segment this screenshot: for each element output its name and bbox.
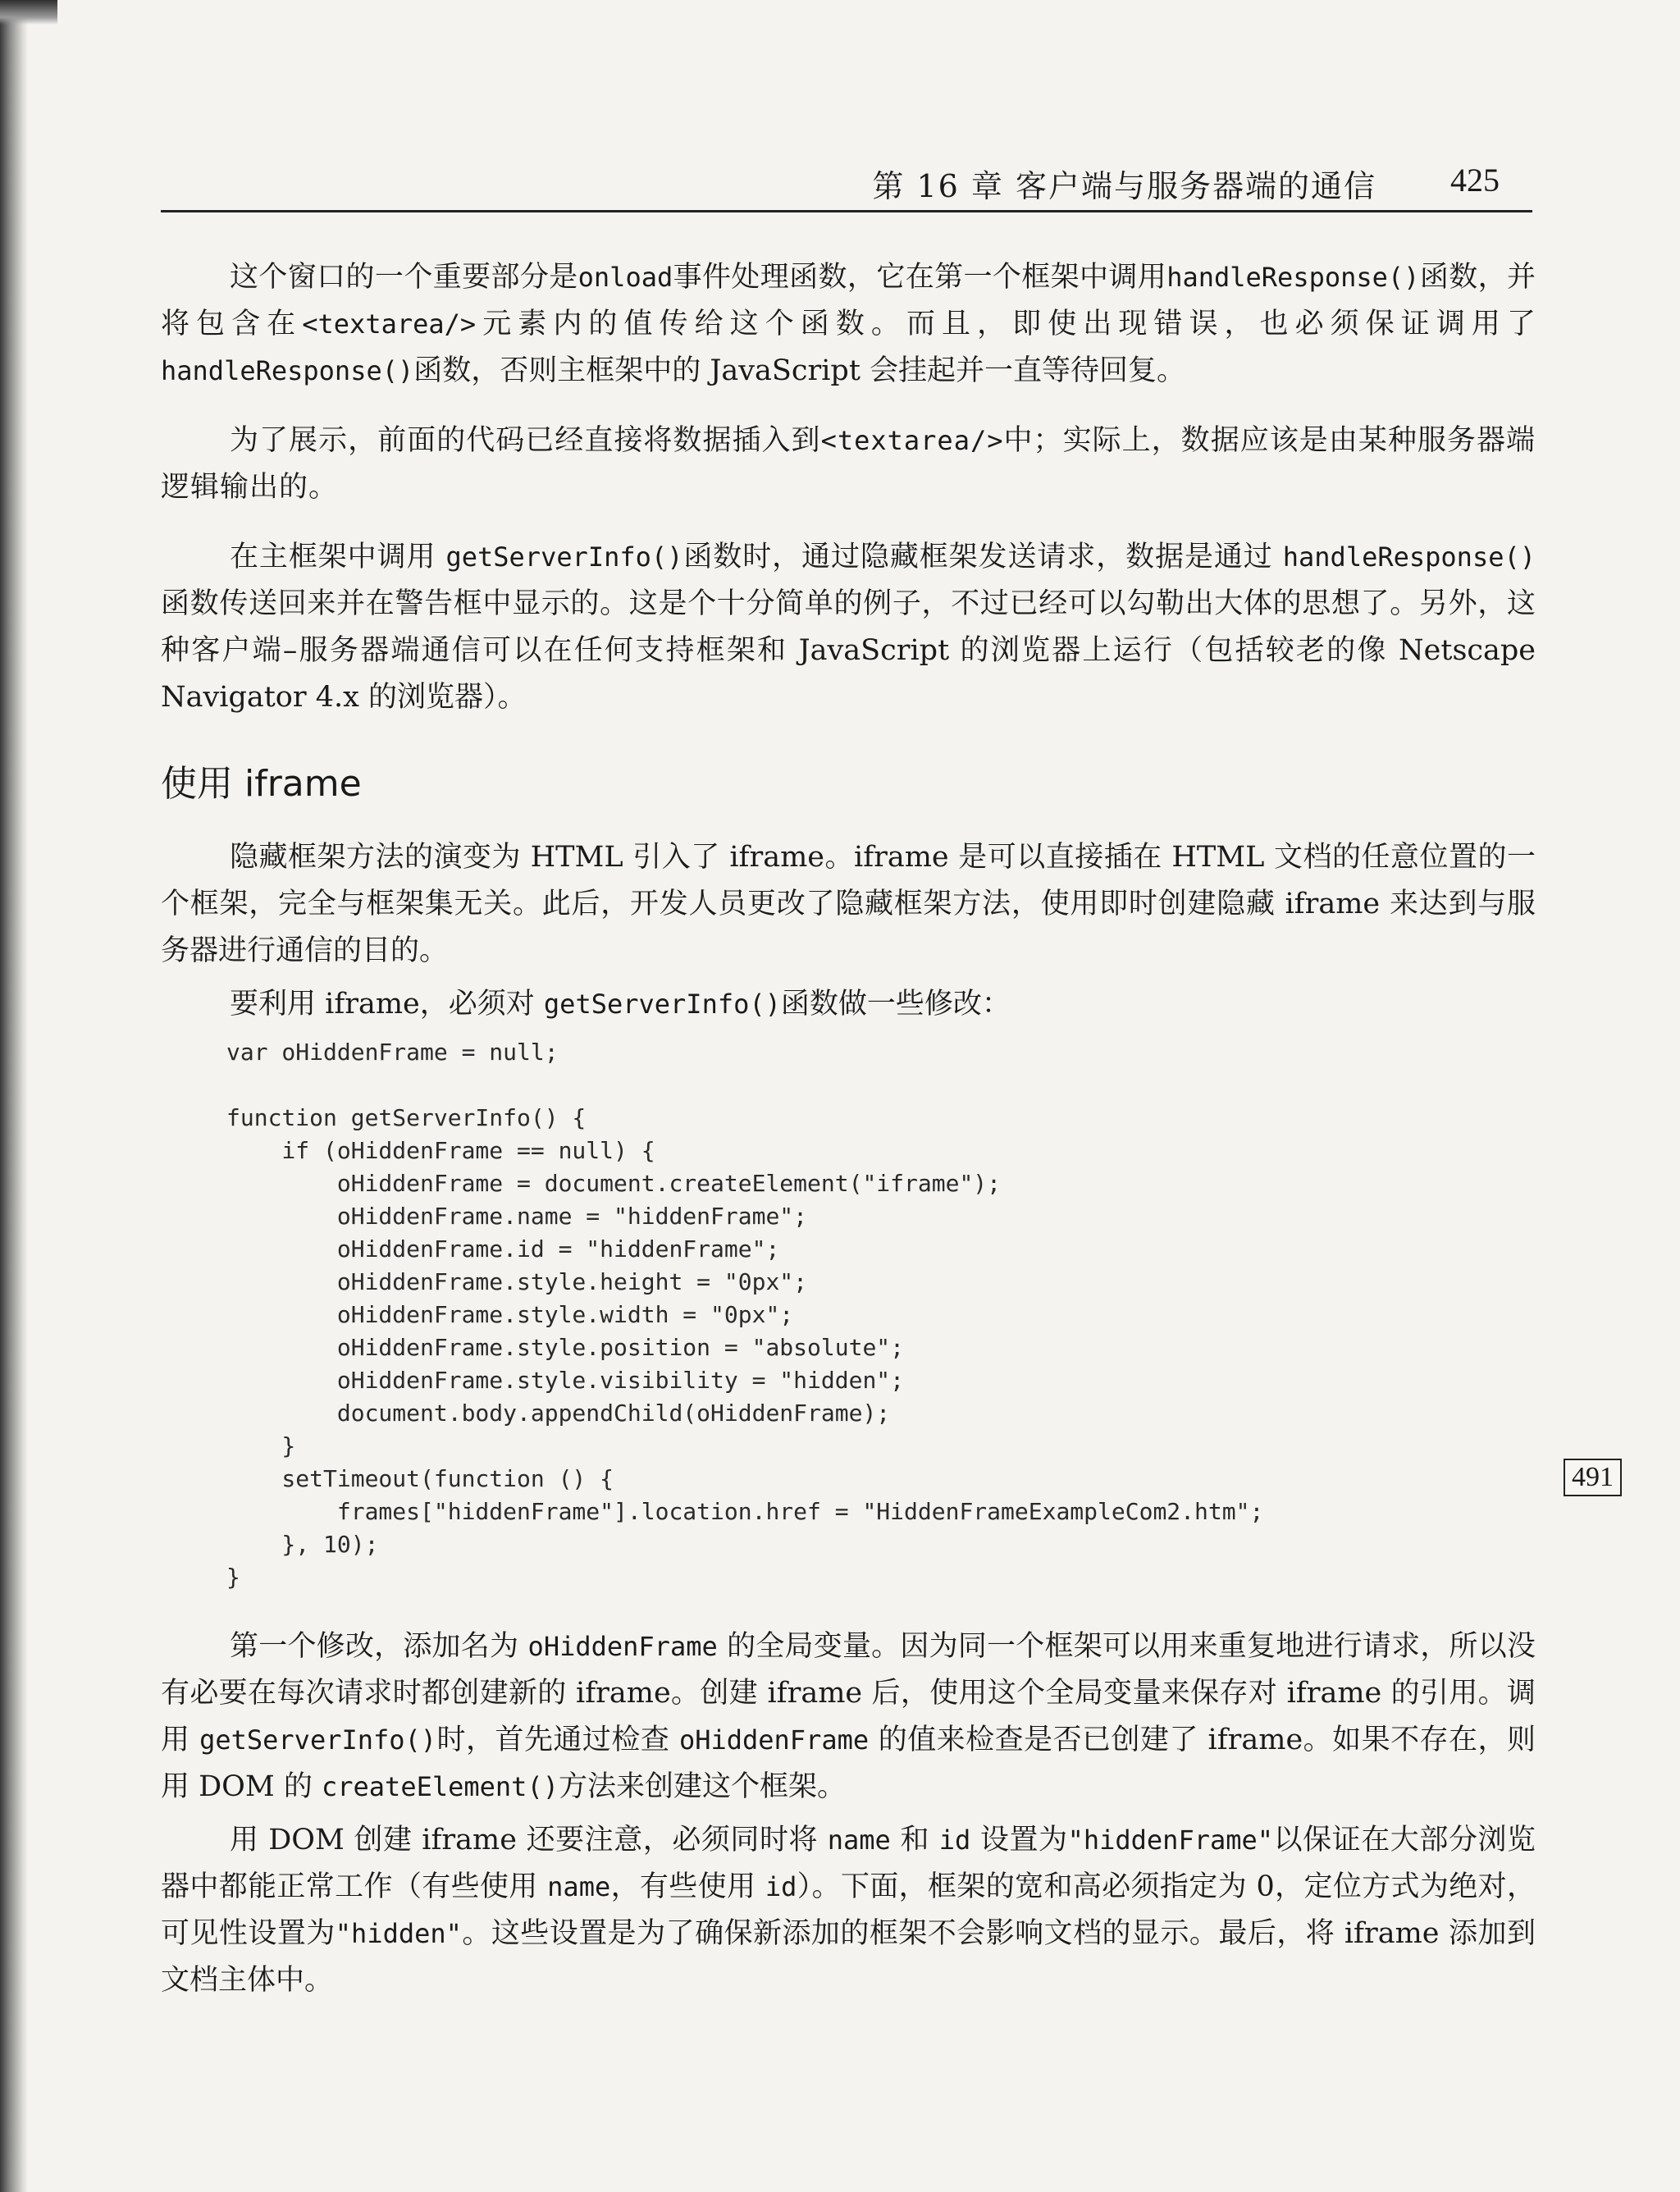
inline-code: <textarea/> <box>302 308 477 340</box>
paragraph-3: 在主框架中调用 getServerInfo()函数时，通过隐藏框架发送请求，数据是通过 handleResponse()函数传送回来并在警告框中显示的。这是个十分简单的例子，不过已经可以勾勒出大体的思想了。另外，这种客户端–服务器端通信可以在任何支持框架和 JavaScript 的浏览器上运行（包括较老的像 Netscape Navigator 4.x 的浏览器）。 <box>161 541 1536 714</box>
paragraph-2: 为了展示，前面的代码已经直接将数据插入到<textarea/>中；实际上，数据应该是由某种服务器端逻辑输出的。 <box>161 424 1536 504</box>
inline-code: getServerInfo() <box>199 1724 437 1756</box>
code-line <box>226 1069 1536 1102</box>
original-page-marker: 491 <box>1564 1459 1622 1496</box>
inline-code: handleResponse() <box>161 355 414 386</box>
paragraph-6: 第一个修改，添加名为 oHiddenFrame 的全局变量。因为同一个框架可以用来重复地进行请求，所以没有必要在每次请求时都创建新的 iframe。创建 iframe 后，使用这个全局变量来保存对 iframe 的引用。调用 getServerInfo()时，首先通过检查 oHiddenFrame 的值来检查是否已创建了 iframe。如果不存在，则用 DOM 的 createElement()方法来创建这个框架。 <box>161 1630 1536 1803</box>
paragraph-4: 隐藏框架方法的演变为 HTML 引入了 iframe。iframe 是可以直接插在 HTML 文档的任意位置的一个框架，完全与框架集无关。此后，开发人员更改了隐藏框架方法，使用即时创建隐藏 iframe 来达到与服务器进行通信的目的。 <box>161 841 1536 967</box>
inline-code: handleResponse() <box>1166 262 1420 293</box>
code-line: oHiddenFrame.style.width = "0px"; <box>226 1301 794 1328</box>
inline-code: "hidden" <box>335 1918 462 1949</box>
code-line: oHiddenFrame = document.createElement("iframe"); <box>226 1170 1002 1197</box>
book-spine-shadow <box>0 0 28 2192</box>
code-line: oHiddenFrame.id = "hiddenFrame"; <box>226 1235 780 1263</box>
inline-code: <textarea/> <box>820 425 1004 456</box>
inline-code: name <box>827 1824 891 1856</box>
code-line: oHiddenFrame.style.height = "0px"; <box>226 1268 808 1295</box>
code-line: } <box>226 1432 296 1459</box>
code-line: oHiddenFrame.style.visibility = "hidden"; <box>226 1367 905 1394</box>
paragraph-5: 要利用 iframe，必须对 getServerInfo()函数做一些修改： <box>230 988 1011 1021</box>
code-line: frames["hiddenFrame"].location.href = "HiddenFrameExampleCom2.htm"; <box>226 1498 1264 1525</box>
inline-code: id <box>938 1824 971 1856</box>
code-line: oHiddenFrame.name = "hiddenFrame"; <box>226 1203 808 1230</box>
code-block <box>226 1036 1536 1594</box>
chapter-title: 第 16 章 客户端与服务器端的通信 <box>872 168 1376 204</box>
page-content <box>161 254 1536 2027</box>
book-corner-shadow <box>0 0 57 25</box>
code-line: var oHiddenFrame = null; <box>226 1039 559 1066</box>
inline-code: oHiddenFrame <box>678 1724 870 1756</box>
page-number: 425 <box>1450 162 1500 199</box>
code-line: }, 10); <box>226 1531 379 1558</box>
inline-code: "hiddenFrame" <box>1067 1824 1274 1856</box>
inline-code: name <box>547 1871 611 1902</box>
code-line: if (oHiddenFrame == null) { <box>226 1137 655 1164</box>
inline-code: oHiddenFrame <box>527 1631 718 1662</box>
paragraph-7: 用 DOM 创建 iframe 还要注意，必须同时将 name 和 id 设置为"hiddenFrame"以保证在大部分浏览器中都能正常工作（有些使用 name，有些使用 id）。下面，框架的宽和高必须指定为 0，定位方式为绝对，可见性设置为"hidden"。这些设置是为了确保新添加的框架不会影响文档的显示。最后，将 iframe 添加到文档主体中。 <box>161 1824 1536 1997</box>
code-line: } <box>226 1564 240 1591</box>
code-line: function getServerInfo() { <box>226 1104 587 1131</box>
inline-code: handleResponse() <box>1282 541 1536 573</box>
paragraph-1: 这个窗口的一个重要部分是onload事件处理函数，它在第一个框架中调用handleResponse()函数，并将包含在<textarea/>元素内的值传给这个函数。而且，即使出现错误，也必须保证调用了 handleResponse()函数，否则主框架中的 JavaScript 会挂起并一直等待回复。 <box>161 261 1536 387</box>
inline-code: createElement() <box>321 1771 559 1802</box>
code-line: document.body.appendChild(oHiddenFrame); <box>226 1400 891 1427</box>
code-line: oHiddenFrame.style.position = "absolute"; <box>226 1334 905 1361</box>
code-line: setTimeout(function () { <box>226 1465 614 1492</box>
inline-code: onload <box>578 262 673 293</box>
inline-code: getServerInfo() <box>543 989 781 1020</box>
section-heading: 使用 iframe <box>161 763 362 805</box>
inline-code: getServerInfo() <box>445 541 683 573</box>
inline-code: id <box>765 1871 797 1902</box>
running-header <box>161 161 1532 212</box>
